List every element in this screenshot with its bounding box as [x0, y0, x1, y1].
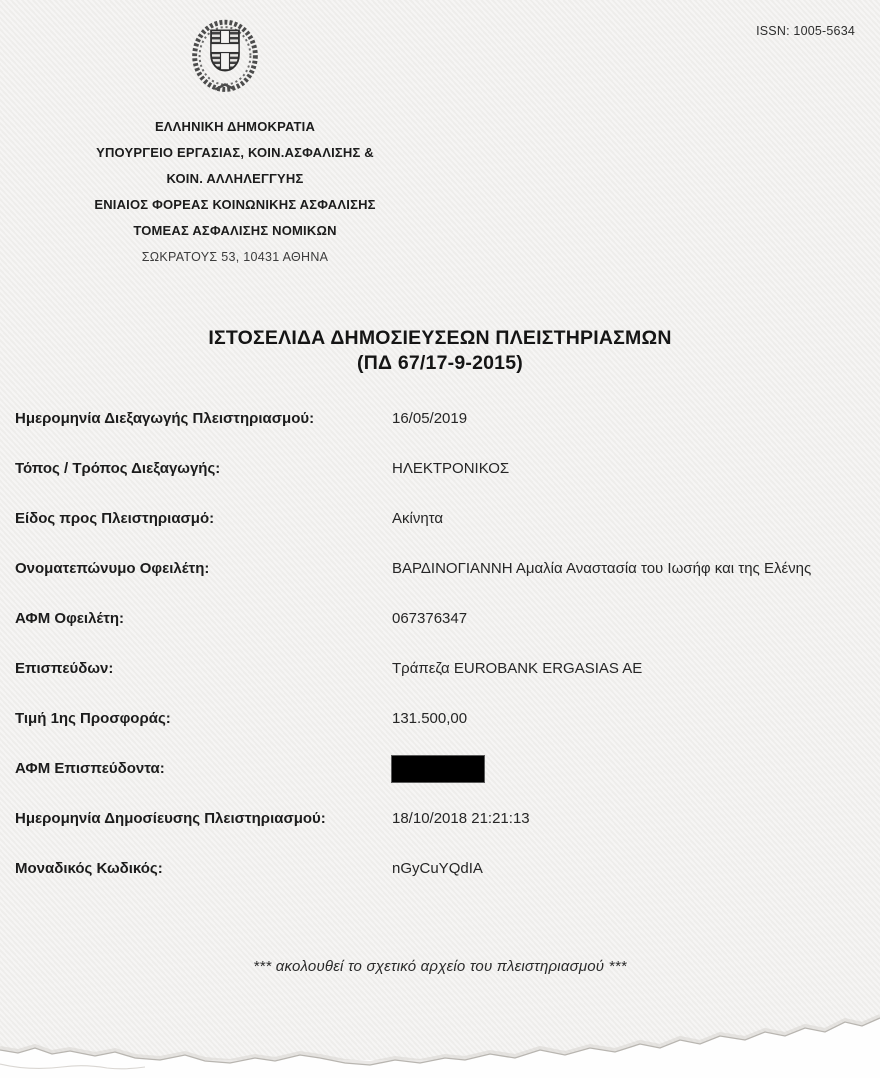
- page-title: [0, 326, 880, 376]
- field-row-starting-price: [0, 710, 880, 760]
- field-label: Ονοματεπώνυμο Οφειλέτη:: [15, 560, 210, 577]
- agency-address: ΣΩΚΡΑΤΟΥΣ 53, 10431 ΑΘΗΝΑ: [141, 250, 329, 264]
- field-row-auction-date: [0, 410, 880, 460]
- agency-line: ΕΝΙΑΙΟΣ ΦΟΡΕΑΣ ΚΟΙΝΩΝΙΚΗΣ ΑΣΦΑΛΙΣΗΣ: [94, 197, 376, 212]
- field-label: Είδος προς Πλειστηριασμό:: [15, 510, 215, 527]
- field-label: Ημερομηνία Δημοσίευσης Πλειστηριασμού:: [15, 810, 326, 827]
- field-label: ΑΦΜ Οφειλέτη:: [15, 610, 125, 627]
- torn-paper-edge: [0, 1008, 880, 1078]
- field-label: Τιμή 1ης Προσφοράς:: [15, 710, 171, 727]
- field-value: nGyCuYQdIA: [392, 860, 483, 877]
- field-label: ΑΦΜ Επισπεύδοντα:: [15, 760, 165, 777]
- page-title-line2: (ΠΔ 67/17-9-2015): [357, 352, 523, 374]
- agency-line: ΚΟΙΝ. ΑΛΛΗΛΕΓΓΥΗΣ: [166, 171, 304, 186]
- field-row-asset-type: [0, 510, 880, 560]
- field-value: Τράπεζα EUROBANK ERGASIAS AE: [392, 660, 643, 677]
- auction-fields: [0, 410, 880, 910]
- issn-number: ISSN: 1005-5634: [756, 24, 855, 38]
- field-row-debtor-name: [0, 560, 880, 610]
- field-label: Ημερομηνία Διεξαγωγής Πλειστηριασμού:: [15, 410, 315, 427]
- field-value: ΗΛΕΚΤΡΟΝΙΚΟΣ: [392, 460, 510, 477]
- issuing-agency-block: [55, 114, 415, 270]
- redaction-box: [392, 756, 484, 782]
- field-row-publication-date: [0, 810, 880, 860]
- field-value: ΒΑΡΔΙΝΟΓΙΑΝΝΗ Αμαλία Αναστασία του Ιωσήφ και της Ελένης: [392, 560, 812, 577]
- agency-line: ΥΠΟΥΡΓΕΙΟ ΕΡΓΑΣΙΑΣ, ΚΟΙΝ.ΑΣΦΑΛΙΣΗΣ &: [96, 145, 374, 160]
- field-value: Ακίνητα: [392, 510, 444, 527]
- field-row-debtor-vat: [0, 610, 880, 660]
- field-value: 131.500,00: [392, 710, 468, 727]
- field-row-unique-code: [0, 860, 880, 910]
- greek-coat-of-arms-icon: [184, 12, 266, 98]
- field-value: 18/10/2018 21:21:13: [392, 810, 530, 827]
- agency-line: ΤΟΜΕΑΣ ΑΣΦΑΛΙΣΗΣ ΝΟΜΙΚΩΝ: [133, 223, 337, 238]
- field-value: 16/05/2019: [392, 410, 468, 427]
- field-label: Τόπος / Τρόπος Διεξαγωγής:: [15, 460, 221, 477]
- footer-note: *** ακολουθεί το σχετικό αρχείο του πλειστηριασμού ***: [253, 958, 627, 975]
- field-label: Επισπεύδων:: [15, 660, 114, 677]
- field-row-petitioner-vat: [0, 760, 880, 810]
- page-title-line1: ΙΣΤΟΣΕΛΙΔΑ ΔΗΜΟΣΙΕΥΣΕΩΝ ΠΛΕΙΣΤΗΡΙΑΣΜΩΝ: [208, 327, 672, 349]
- field-row-venue-method: [0, 460, 880, 510]
- field-row-petitioner: [0, 660, 880, 710]
- field-value: [392, 760, 880, 782]
- agency-line: ΕΛΛΗΝΙΚΗ ΔΗΜΟΚΡΑΤΙΑ: [154, 119, 316, 134]
- field-value: 067376347: [392, 610, 468, 627]
- field-label: Μοναδικός Κωδικός:: [15, 860, 163, 877]
